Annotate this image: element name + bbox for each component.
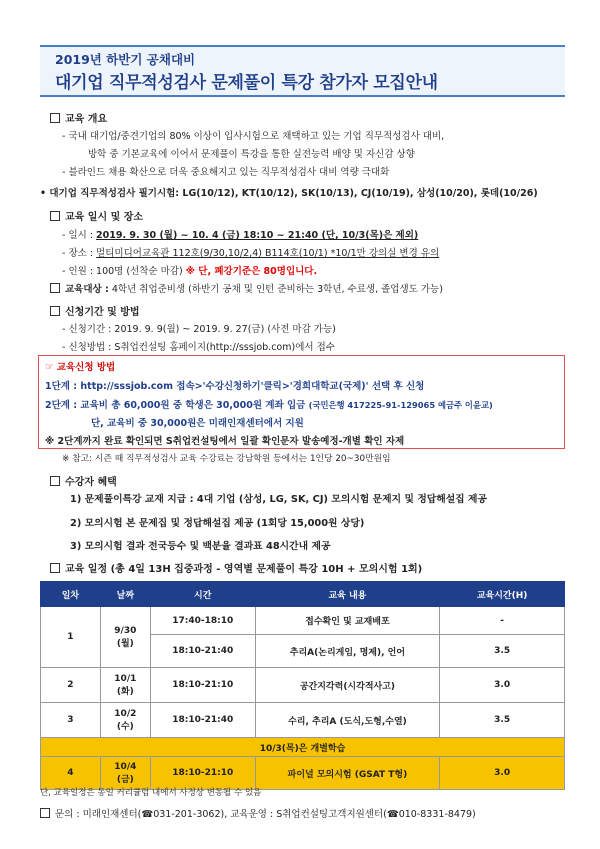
time-cell: 17:40-18:10	[150, 607, 255, 635]
apply-period: - 신청기간 : 2019. 9. 9(월) ~ 2019. 9. 27(금) (사전 마감 가능)	[62, 324, 336, 335]
date-text: 10/4	[114, 761, 137, 772]
benefit-1: 1) 문제풀이특강 교재 지급 : 4대 기업 (삼성, LG, SK, CJ) 모의시험 문제지 및 정답해설집 제공	[70, 494, 487, 505]
schedule-capacity	[62, 263, 317, 277]
overview-line-1: - 국내 대기업/중견기업의 80% 이상이 입사시험으로 채택하고 있는 기업 직무적성검사 대비,	[62, 131, 445, 142]
contact-text: 문의 : 미래인재센터(☎031-201-3062), 교육운영 : S취업컨설팅고객지원센터(☎010-8331-8479)	[55, 809, 476, 820]
section-heading: 수강자 혜택	[65, 477, 117, 488]
target-text: 4학년 취업준비생 (하반기 공채 및 인턴 준비하는 3학년, 수료생, 졸업생도 가능)	[108, 284, 443, 295]
date-text: 10/1	[114, 673, 137, 684]
schedule-date	[62, 227, 418, 241]
section-apply-period	[50, 303, 140, 318]
column-header: 시간	[150, 582, 255, 607]
date-label: - 일시 :	[62, 230, 97, 241]
content-cell: 파이널 모의시험 (GSAT T형)	[255, 757, 440, 790]
table-row	[41, 607, 565, 635]
table-header-row	[41, 582, 565, 607]
time-cell: 18:10-21:10	[150, 757, 255, 790]
hours-cell: -	[440, 607, 565, 635]
apply-step-1	[45, 378, 424, 392]
date-cell	[100, 607, 150, 668]
table-row	[41, 668, 565, 703]
date-cell	[100, 703, 150, 738]
time-cell: 18:10-21:40	[150, 635, 255, 668]
reference-note: ※ 참고: 시즌 때 직무적성검사 교육 수강료는 강남학원 등에서는 1인당 20~30만원임	[62, 454, 391, 464]
column-header: 교육 내용	[255, 582, 440, 607]
step-label: 2단계 :	[45, 400, 81, 411]
content-cell: 접수확인 및 교재배포	[255, 607, 440, 635]
content-cell: 공간지각력(시각적사고)	[255, 668, 440, 703]
benefit-3: 3) 모의시험 결과 전국등수 및 백분율 결과표 48시간내 제공	[70, 541, 331, 552]
column-header: 교육시간(H)	[440, 582, 565, 607]
date-text: 10/2	[114, 708, 137, 719]
hours-cell: 3.5	[440, 703, 565, 738]
capacity-note: ※ 단, 폐강기준은 80명입니다.	[185, 266, 318, 277]
apply-method: - 신청방법 : S취업컨설팅 홈페이지(http://sssjob.com)에서 접수	[62, 342, 335, 353]
apply-step-2	[45, 397, 493, 411]
content-cell: 수리, 추리A (도식,도형,수열)	[255, 703, 440, 738]
contact-info	[40, 806, 476, 820]
section-heading: 신청기간 및 방법	[65, 307, 140, 318]
content-cell: 추리A(논리게임, 명제), 언어	[255, 635, 440, 668]
section-target	[50, 281, 443, 295]
step-label: 1단계 :	[45, 381, 81, 392]
schedule-table	[40, 581, 565, 790]
page-subtitle: 2019년 하반기 공채대비	[55, 52, 196, 67]
checkbox-icon	[50, 476, 60, 486]
target-label: 교육대상 :	[65, 284, 109, 295]
date-cell	[100, 668, 150, 703]
weekday-text: (금)	[116, 774, 134, 785]
hours-cell: 3.0	[440, 757, 565, 790]
section-heading: 교육 일시 및 장소	[65, 212, 144, 223]
date-text: 9/30	[114, 625, 137, 636]
column-header: 일차	[41, 582, 101, 607]
bank-account: (국민은행 417225-91-129065 예금주 이윤교)	[308, 400, 493, 410]
benefit-2: 2) 모의시험 본 문제집 및 정답해설집 제공 (1회당 15,000원 상당)	[70, 518, 365, 529]
checkbox-icon	[50, 211, 60, 221]
section-schedule-place	[50, 208, 143, 223]
page-title: 대기업 직무적성검사 문제풀이 특강 참가자 모집안내	[55, 73, 438, 93]
table-row	[41, 703, 565, 738]
apply-box-heading: ☞ 교육신청 방법	[45, 362, 116, 373]
step-text: 교육비 총 60,000원 중 학생은 30,000원 계좌 입금	[80, 400, 309, 411]
column-header: 날짜	[100, 582, 150, 607]
place-value: 멀티미디어교육관 112호(9/30,10/2,4) B114호(10/1) *10/1만 강의실 변경 유의	[96, 248, 440, 259]
apply-step-2-sub: 단, 교육비 중 30,000원은 미래인재센터에서 지원	[91, 418, 304, 429]
day-cell: 1	[41, 607, 101, 668]
holiday-cell: 10/3(목)은 개별학습	[41, 738, 565, 757]
weekday-text: (화)	[116, 686, 134, 697]
overview-line-3: - 블라인드 채용 확산으로 더욱 중요해지고 있는 직무적성검사 대비 역량 극대화	[62, 167, 390, 178]
checkbox-icon	[50, 306, 60, 316]
checkbox-icon	[50, 113, 60, 123]
place-label: - 장소 :	[62, 248, 97, 259]
date-cell	[100, 757, 150, 790]
section-heading: 교육 개요	[65, 114, 108, 125]
capacity-label: - 인원 : 100명 (선착순 마감)	[62, 266, 186, 277]
checkbox-icon	[40, 808, 50, 818]
section-heading: 교육 일정 (총 4일 13H 집중과정 - 영역별 문제풀이 특강 10H + 모의시험 1회)	[65, 564, 423, 575]
section-overview	[50, 110, 107, 125]
date-value: 2019. 9. 30 (월) ~ 10. 4 (금) 18:10 ~ 21:40 (단, 10/3(목)은 제외)	[96, 230, 419, 241]
checkbox-icon	[50, 283, 60, 293]
apply-note: ※ 2단계까지 완료 확인되면 S취업컨설팅에서 일괄 확인문자 발송예정-개별 확인 자제	[45, 436, 405, 447]
time-cell: 18:10-21:40	[150, 703, 255, 738]
exam-dates: • 대기업 직무적성검사 필기시험: LG(10/12), KT(10/12), SK(10/13), CJ(10/19), 삼성(10/20), 롯데(10/26)	[40, 188, 538, 199]
table-row	[41, 757, 565, 790]
holiday-row	[41, 738, 565, 757]
section-schedule	[50, 560, 422, 575]
time-cell: 18:10-21:10	[150, 668, 255, 703]
schedule-footnote: 단, 교육일정은 동일 커리큘럼 내에서 사정상 변동될 수 있음	[40, 788, 262, 798]
hours-cell: 3.5	[440, 635, 565, 668]
checkbox-icon	[50, 563, 60, 573]
day-cell: 3	[41, 703, 101, 738]
hours-cell: 3.0	[440, 668, 565, 703]
schedule-place	[62, 245, 439, 259]
weekday-text: (월)	[116, 638, 134, 649]
weekday-text: (수)	[116, 721, 134, 732]
overview-line-2: 방학 중 기본교육에 이어서 문제풀이 특강을 통한 실전능력 배양 및 자신감 상향	[88, 149, 415, 160]
section-benefits	[50, 473, 117, 488]
day-cell: 2	[41, 668, 101, 703]
step-text: http://sssjob.com 접속>'수강신청하기'클릭>'경희대학교(국제)' 선택 후 신청	[80, 381, 425, 392]
day-cell: 4	[41, 757, 101, 790]
